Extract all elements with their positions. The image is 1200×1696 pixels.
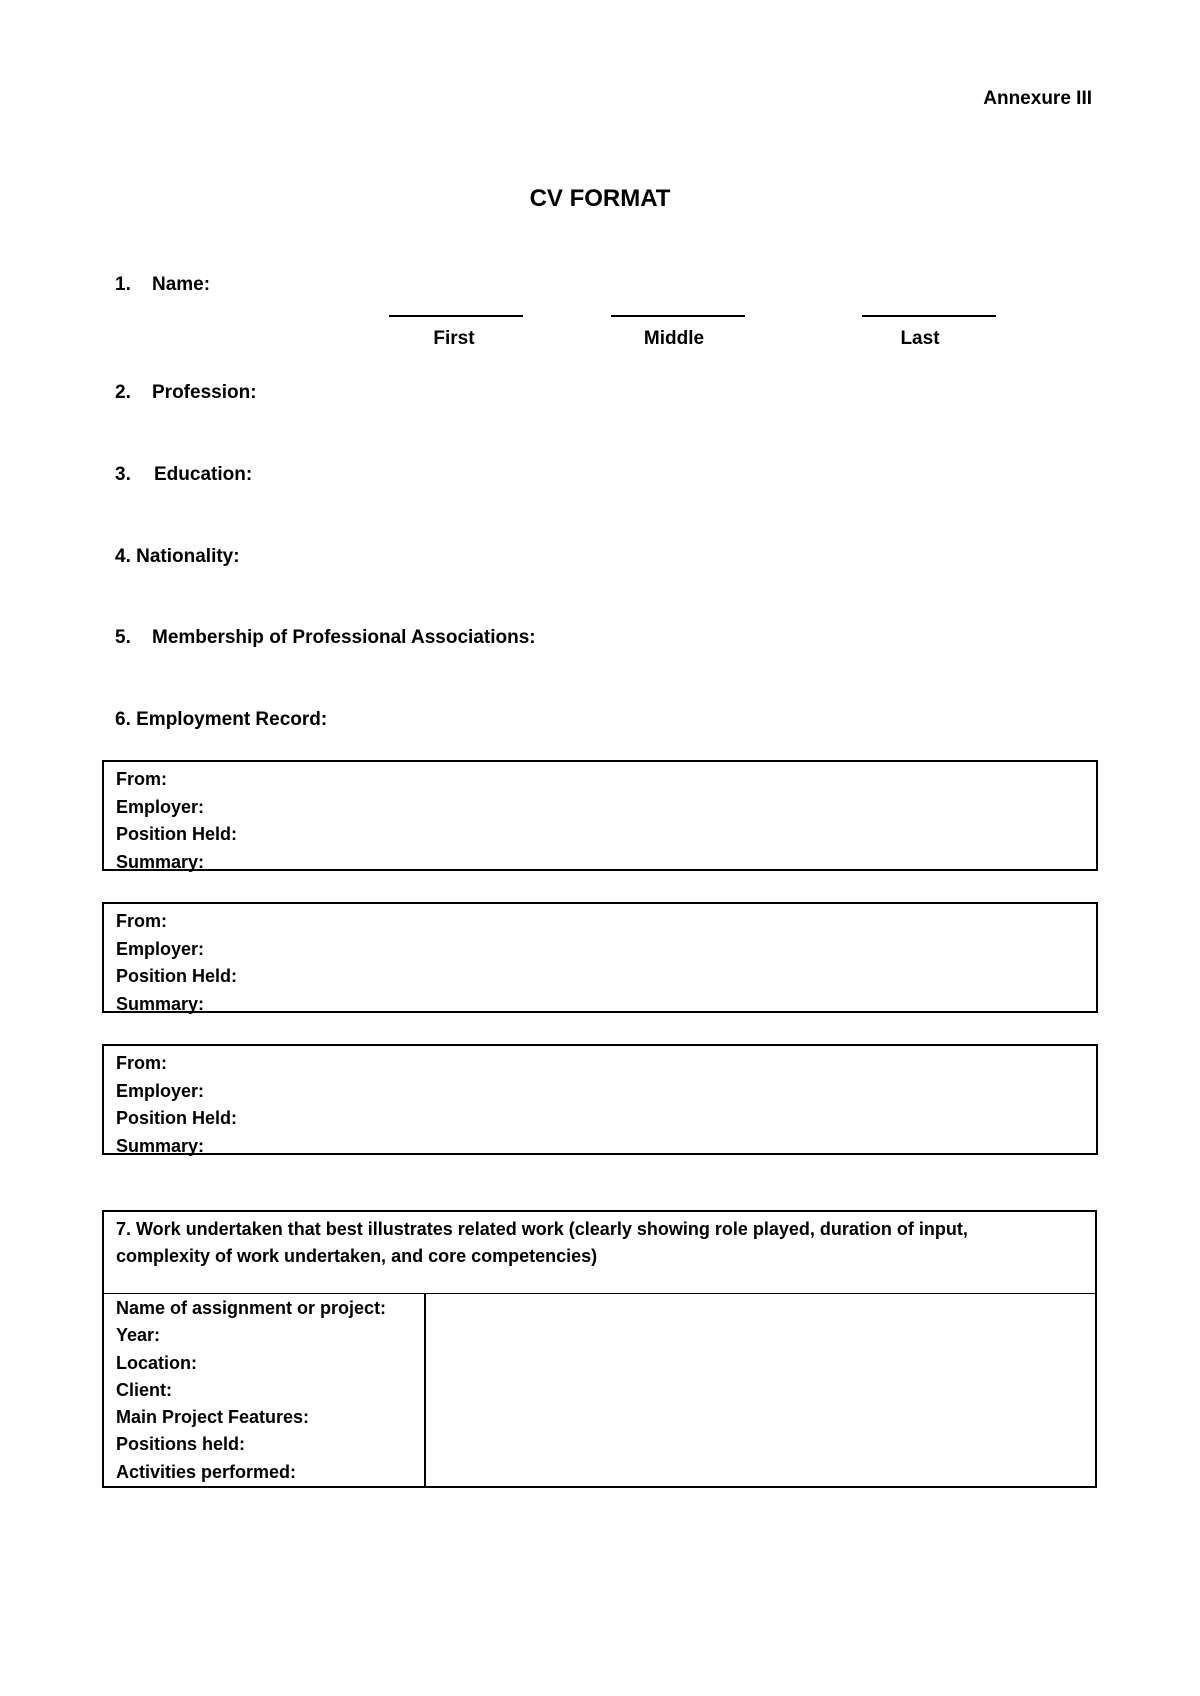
position-held-label: Position Held: <box>116 1108 237 1128</box>
work-undertaken-table <box>102 1210 1097 1488</box>
position-held-label: Position Held: <box>116 966 237 986</box>
work-undertaken-heading <box>104 1212 1095 1294</box>
name-number: 1. <box>115 274 131 295</box>
positions-held-label: Positions held: <box>116 1434 246 1455</box>
summary-label: Summary: <box>116 993 205 1014</box>
nationality-field <box>115 546 240 568</box>
location-label: Location: <box>116 1352 197 1373</box>
employer-label: Employer: <box>116 938 205 959</box>
employment-record-label: 6. Employment Record: <box>115 709 328 730</box>
client-label: Client: <box>116 1379 172 1400</box>
page-title: CV FORMAT <box>529 185 671 212</box>
assignment-name-label: Name of assignment or project: <box>116 1298 387 1318</box>
profession-number: 2. <box>115 382 131 403</box>
employment-record-heading <box>115 709 327 731</box>
last-name-caption: Last <box>900 328 940 349</box>
employer-label: Employer: <box>116 796 205 817</box>
membership-number: 5. <box>115 627 131 648</box>
name-label: Name: <box>152 274 211 295</box>
from-label: From: <box>116 911 167 931</box>
first-name-caption: First <box>433 328 475 349</box>
middle-name-caption: Middle <box>643 328 705 349</box>
education-number: 3. <box>115 464 131 485</box>
work-labels-cell <box>104 1294 426 1488</box>
name-field <box>115 274 210 296</box>
work-heading-line-2: complexity of work undertaken, and core competencies) <box>116 1246 598 1266</box>
main-project-features-label: Main Project Features: <box>116 1407 310 1428</box>
work-details-cell[interactable] <box>426 1294 1095 1488</box>
employment-record-box[interactable] <box>102 902 1098 1013</box>
middle-name-line[interactable] <box>611 315 745 317</box>
membership-label: Membership of Professional Associations: <box>152 627 536 648</box>
activities-performed-label: Activities performed: <box>116 1461 297 1482</box>
summary-label: Summary: <box>116 1135 205 1156</box>
summary-label: Summary: <box>116 851 205 872</box>
profession-label: Profession: <box>152 382 257 403</box>
membership-field <box>115 627 536 649</box>
nationality-label: 4. Nationality: <box>115 546 240 567</box>
education-field <box>115 464 252 486</box>
work-heading-line-1: 7. Work undertaken that best illustrates related work (clearly showing role played, duration of input, <box>116 1219 968 1239</box>
annexure-label: Annexure III <box>983 88 1092 109</box>
position-held-label: Position Held: <box>116 824 237 844</box>
year-label: Year: <box>116 1325 161 1346</box>
employment-record-box[interactable] <box>102 1044 1098 1155</box>
last-name-line[interactable] <box>862 315 996 317</box>
from-label: From: <box>116 1053 167 1073</box>
profession-field <box>115 382 257 404</box>
education-label: Education: <box>154 464 253 485</box>
from-label: From: <box>116 769 167 789</box>
employment-record-box[interactable] <box>102 760 1098 871</box>
first-name-line[interactable] <box>389 315 523 317</box>
employer-label: Employer: <box>116 1080 205 1101</box>
